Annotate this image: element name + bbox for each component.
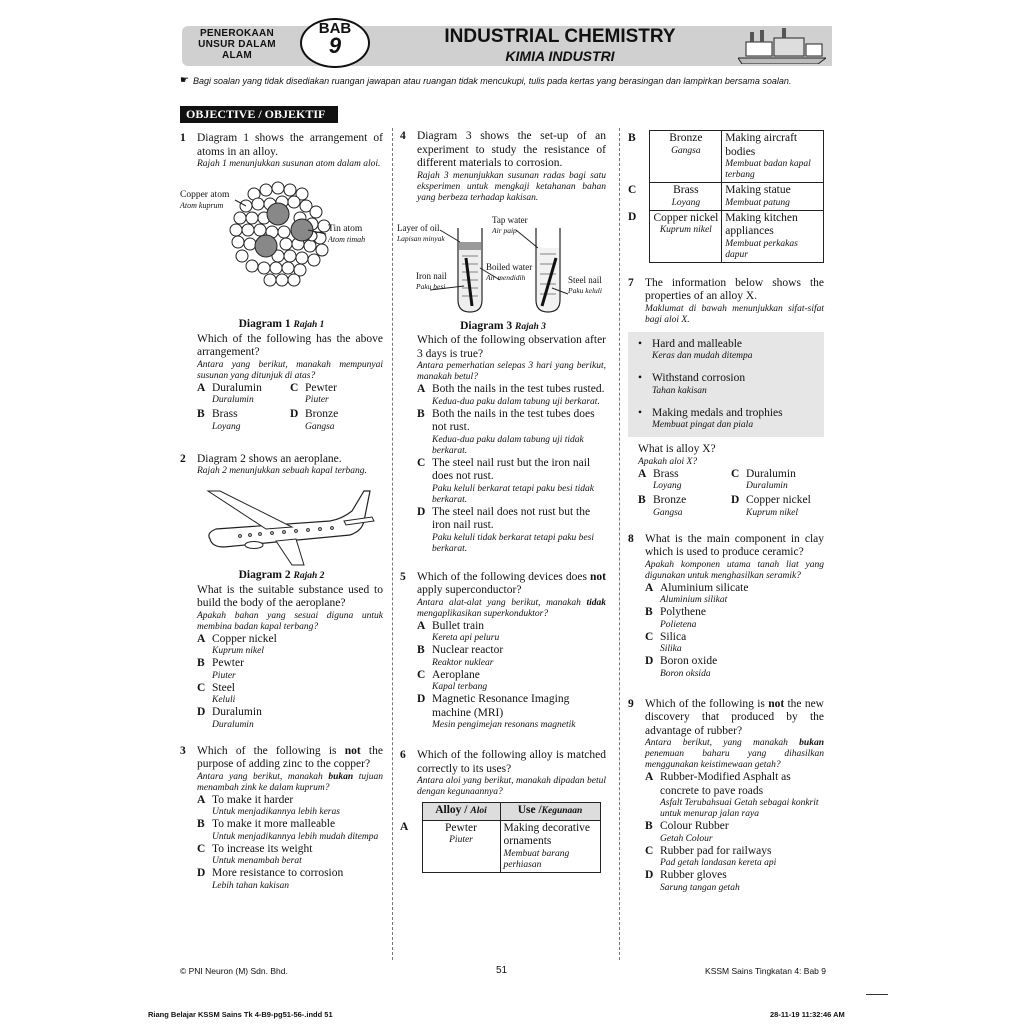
option-c[interactable]: C The steel nail rust but the iron nail does not rust. Paku keluli berkarat tetapi paku besi tidak berkarat.: [417, 456, 594, 505]
option-b[interactable]: B Pewter Piuter: [197, 657, 244, 681]
option-b[interactable]: B Polythene Polietena: [645, 606, 706, 630]
diagram-3-caption: Diagram 3 Rajah 3: [460, 319, 546, 332]
date-slug: 28-11-19 11:32:46 AM: [770, 1010, 845, 1019]
question-1: 1 Diagram 1 shows the arrangement of atoms in an alloy. Rajah 1 menunjukkan susunan atom dalam aloi.: [180, 132, 383, 169]
option-c[interactable]: C Steel Keluli: [197, 681, 236, 705]
option-c[interactable]: C Duralumin Duralumin: [731, 467, 796, 491]
boiled-water-label: Boiled water: [486, 261, 533, 272]
question-1-options: [197, 382, 383, 407]
copper-atom-label-ms: Atom kuprum: [180, 201, 224, 210]
column-divider: [392, 128, 393, 960]
option-a[interactable]: A Bullet train Kereta api peluru: [417, 619, 500, 643]
option-d[interactable]: D Copper nickel Kuprum nikel: [731, 494, 811, 518]
question-1-prompt-ms: Antara yang berikut, manakah mempunyai susunan yang ditunjuk di atas?: [197, 359, 383, 381]
diagram-1: [180, 170, 383, 288]
question-7-options: [638, 468, 824, 493]
option-c[interactable]: C To increase its weight Untuk menambah berat: [197, 842, 313, 866]
option-a[interactable]: A Copper nickel Kuprum nikel: [197, 632, 277, 656]
chapter-number: 9: [328, 33, 342, 58]
iron-nail-label: Iron nail: [416, 270, 447, 281]
option-d[interactable]: D Boron oxide Boron oksida: [645, 655, 718, 679]
table-row[interactable]: B Bronze Gangsa Making aircraft bodies Membuat badan kapal terbang: [628, 131, 824, 183]
option-b[interactable]: B Colour Rubber Getah Colour: [645, 820, 729, 844]
option-a[interactable]: A Aluminium silicate Aluminium silikat: [645, 581, 749, 605]
property-item: • Making medals and trophies Membuat pingat dan piala: [638, 406, 783, 430]
question-2-prompt-ms: Apakah bahan yang sesuai diguna untuk membina badan kapal terbang?: [197, 610, 383, 632]
section-heading: OBJECTIVE / OBJEKTIF: [180, 106, 338, 123]
question-1-prompt: Which of the following has the above arrangement?: [197, 332, 383, 358]
option-a[interactable]: A To make it harder Untuk menjadikannya lebih keras: [197, 793, 340, 817]
industry-illustration-icon: [738, 28, 826, 64]
question-4-prompt-ms: Antara pemerhatian selepas 3 hari yang berikut, manakah betul?: [417, 361, 606, 382]
option-b[interactable]: B Bronze Gangsa: [638, 494, 687, 518]
pointing-hand-icon: ☛: [180, 75, 189, 86]
question-3: 3 Which of the following is not the purpose of adding zinc to the copper? Antara yang berikut, manakah bukan tujuan menambah zink ke dalam kuprum?: [180, 744, 384, 793]
diagram-1-caption: Diagram 1 Rajah 1: [238, 318, 325, 330]
property-item: • Withstand corrosion Tahan kakisan: [638, 372, 746, 396]
tap-water-label: Tap water: [492, 214, 528, 225]
page-subtitle: KIMIA INDUSTRI: [505, 48, 615, 64]
column-3: [628, 130, 824, 894]
book-footer: KSSM Sains Tingkatan 4: Bab 9: [705, 966, 826, 976]
diagram-2-caption: Diagram 2 Rajah 2: [238, 569, 325, 581]
use-column-header: Use /Kegunaan: [500, 803, 600, 821]
column-2: [397, 130, 606, 873]
option-d[interactable]: D Rubber gloves Sarung tangan getah: [645, 869, 740, 893]
option-c[interactable]: C Pewter Piuter: [290, 381, 337, 405]
column-1: [180, 132, 383, 892]
page-number: 51: [496, 965, 508, 976]
option-c[interactable]: C Rubber pad for railways Pad getah landasan kereta api: [645, 844, 777, 868]
option-b[interactable]: B Both the nails in the test tubes does not rust. Kedua-dua paku dalam tabung uji tidak berkarat.: [417, 407, 595, 456]
tap-water-label-ms: Air paip: [492, 225, 517, 235]
column-divider: [619, 128, 620, 960]
instruction-note: Bagi soalan yang tidak disediakan ruangan jawapan atau ruangan tidak mencukupi, tulis pada kertas yang berasingan dan lampirkan bersama soalan.: [193, 76, 792, 86]
option-b[interactable]: B To make it more malleable Untuk menjadikannya lebih mudah ditempa: [197, 818, 379, 842]
question-4-prompt: Which of the following observation after 3 days is true?: [417, 334, 606, 360]
alloy-use-table: [400, 802, 601, 873]
option-b[interactable]: B Brass Loyang: [197, 408, 241, 432]
option-c[interactable]: C Silica Silika: [645, 630, 687, 654]
question-8: 8 What is the main component in clay which is used to produce ceramic? Apakah komponen utama tanah liat yang digunakan untuk menghasilkan seramik?: [628, 532, 824, 581]
option-d[interactable]: D The steel nail does not rust but the iron nail rust. Paku keluli tidak berkarat tetapi paku besi berkarat.: [417, 505, 594, 554]
question-9: 9 Which of the following is not the new discovery that produced by the advantage of rubber? Antara berikut, yang manakah bukan penemuan baharu yang dihasilkan menggunakan keistimewaan getah?: [628, 697, 824, 770]
question-2: 2 Diagram 2 shows an aeroplane. Rajah 2 menunjukkan sebuah kapal terbang.: [180, 452, 367, 476]
file-slug: Riang Belajar KSSM Sains Tk 4-B9-pg51-56-.indd 51: [148, 1010, 333, 1019]
table-row[interactable]: C Brass Loyang Making statue Membuat patung: [628, 183, 824, 211]
question-2-prompt: What is the suitable substance used to build the body of the aeroplane?: [197, 583, 383, 609]
alloy-column-header: Alloy / Aloi: [422, 803, 500, 821]
tin-atom-label: Tin atom: [328, 224, 363, 234]
chapter-label: BAB: [318, 20, 352, 37]
copyright-footer: © PNI Neuron (M) Sdn. Bhd.: [180, 966, 288, 976]
property-item: • Hard and malleable Keras dan mudah ditempa: [638, 337, 753, 361]
option-b[interactable]: B Nuclear reactor Reaktor nuklear: [417, 644, 504, 668]
option-c[interactable]: C Aeroplane Kapal terbang: [417, 668, 488, 692]
tin-atom-label-ms: Atom timah: [328, 235, 366, 244]
option-d[interactable]: D More resistance to corrosion Lebih tahan kakisan: [197, 867, 344, 891]
option-a[interactable]: A Brass Loyang: [638, 467, 682, 491]
boiled-water-label-ms: Air mendidih: [486, 272, 526, 282]
question-7-prompt-ms: Apakah aloi X?: [638, 456, 698, 467]
diagram-3: [397, 208, 606, 320]
properties-box: [628, 332, 824, 438]
option-a[interactable]: A Rubber-Modified Asphalt as concrete to pave roads Asfalt Terubahsuai Getah sebagai konkrit untuk menurap jalan raya: [645, 771, 819, 819]
aeroplane-diagram: [180, 481, 383, 569]
option-a[interactable]: A Duralumin Duralumin: [197, 381, 262, 405]
table-row[interactable]: D Copper nickel Kuprum nikel Making kitchen appliances Membuat perkakas dapur: [628, 210, 824, 262]
iron-nail-label-ms: Paku besi: [416, 281, 446, 291]
table-row[interactable]: A Pewter Piuter Making decorative ornaments Membuat barang perhiasan: [400, 820, 600, 872]
question-7-prompt: What is alloy X?: [638, 443, 716, 455]
copper-atom-label: Copper atom: [180, 190, 230, 200]
option-a[interactable]: A Both the nails in the test tubes rusted. Kedua-dua paku dalam tabung uji berkarat.: [417, 383, 605, 407]
question-1-options: [197, 408, 383, 433]
question-7: 7 The information below shows the properties of an alloy X. Maklumat di bawah menunjukkan sifat-sifat bagi aloi X.: [628, 276, 824, 325]
theme-label: PENEROKAAN UNSUR DALAM ALAM: [198, 28, 276, 61]
option-d[interactable]: D Magnetic Resonance Imaging machine (MRI) Mesin pengimejan resonans magnetik: [417, 693, 576, 730]
page-title: INDUSTRIAL CHEMISTRY: [444, 26, 676, 47]
alloy-use-table-continued: [628, 130, 824, 263]
steel-nail-label-ms: Paku keluli: [568, 285, 602, 295]
crop-mark: [866, 994, 888, 995]
oil-layer-label: Layer of oil: [397, 222, 440, 233]
option-d[interactable]: D Duralumin Duralumin: [197, 706, 262, 730]
oil-layer-label-ms: Lapisan minyak: [397, 233, 445, 243]
option-d[interactable]: D Bronze Gangsa: [290, 408, 339, 432]
question-6: 6 Which of the following alloy is matched correctly to its uses? Antara aloi yang berikut, manakah dipadan betul dengan kegunaannya?: [400, 749, 606, 797]
steel-nail-label: Steel nail: [568, 274, 602, 285]
question-5: 5 Which of the following devices does not apply superconductor? Antara alat-alat yang berikut, manakah tidak mengaplikasikan superkonduktor?: [400, 570, 606, 619]
question-7-options: [638, 494, 824, 519]
question-4: 4 Diagram 3 shows the set-up of an experiment to study the resistance of different materials to corrosion. Rajah 3 menunjukkan susunan radas bagi satu eksperimen untuk mengkaji ketahanan bahan yang berbeza terhadap kakisan.: [400, 130, 606, 203]
